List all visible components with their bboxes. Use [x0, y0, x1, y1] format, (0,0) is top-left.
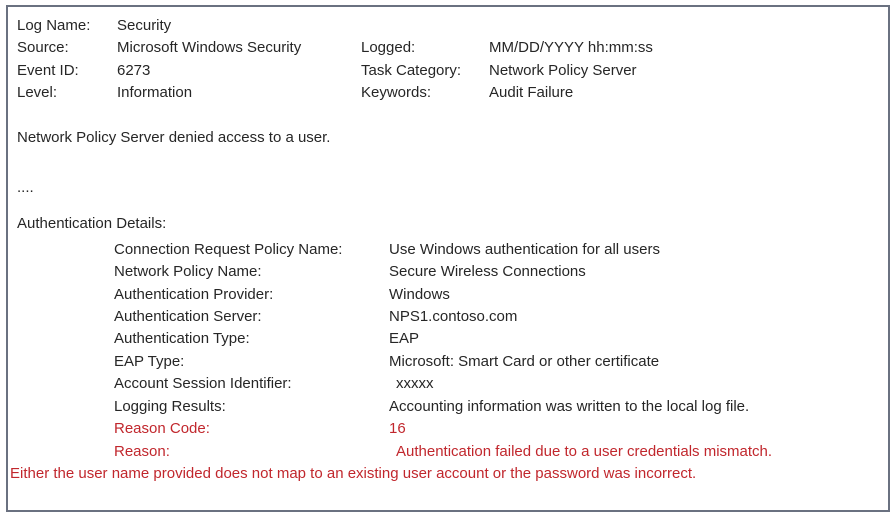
field-label: Reason Code: — [114, 420, 210, 438]
reason-code-row — [17, 418, 882, 440]
detail-row — [17, 284, 882, 306]
keywords-label: Keywords: — [361, 84, 432, 102]
field-value: Authentication failed due to a user credentials mismatch. — [396, 442, 773, 460]
detail-row — [17, 239, 882, 261]
detail-row — [17, 328, 882, 350]
field-value: Microsoft: Smart Card or other certificate — [389, 352, 660, 370]
log-name-value: Security — [117, 17, 172, 34]
event-header — [17, 15, 882, 105]
source-label: Source: — [17, 39, 69, 57]
event-description: Network Policy Server denied access to a user. — [17, 128, 331, 146]
keywords-value: Audit Failure — [489, 84, 574, 102]
field-value: Secure Wireless Connections — [389, 263, 586, 281]
level-label: Level: — [17, 84, 58, 102]
field-label: Network Policy Name: — [114, 263, 262, 281]
field-label: Reason: — [114, 442, 170, 460]
field-value: EAP — [389, 330, 420, 348]
logged-value: MM/DD/YYYY hh:mm:ss — [489, 39, 653, 57]
field-label: Authentication Type: — [114, 330, 250, 348]
task-category-value: Network Policy Server — [489, 61, 637, 79]
detail-row — [17, 373, 882, 395]
authentication-details-list — [17, 239, 882, 463]
authentication-details-heading: Authentication Details: — [17, 215, 167, 233]
logged-label: Logged: — [361, 39, 416, 57]
field-label: Authentication Provider: — [114, 285, 274, 303]
field-label: Account Session Identifier: — [114, 375, 292, 393]
level-value: Information — [117, 84, 193, 102]
field-label: Authentication Server: — [114, 308, 262, 326]
header-row — [17, 15, 882, 37]
header-row — [17, 82, 882, 104]
log-name-label: Log Name: — [17, 17, 91, 34]
field-value: 16 — [389, 420, 406, 438]
source-value: Microsoft Windows Security — [117, 39, 302, 57]
field-value: Accounting information was written to the local log file. — [389, 397, 750, 415]
task-category-label: Task Category: — [361, 61, 462, 79]
header-row — [17, 60, 882, 82]
event-id-value: 6273 — [117, 61, 151, 79]
event-id-label: Event ID: — [17, 61, 79, 79]
field-label: Logging Results: — [114, 397, 226, 415]
field-value: Use Windows authentication for all users — [389, 240, 660, 258]
detail-row — [17, 261, 882, 283]
field-value: Windows — [389, 285, 450, 303]
header-row — [17, 37, 882, 59]
field-value: xxxxx — [396, 375, 434, 393]
event-log-panel — [6, 5, 890, 512]
field-value: NPS1.contoso.com — [389, 308, 518, 326]
ellipsis-text: .... — [17, 179, 34, 197]
detail-row — [17, 351, 882, 373]
field-label: Connection Request Policy Name: — [114, 240, 343, 258]
detail-row — [17, 396, 882, 418]
detail-row — [17, 306, 882, 328]
reason-detail-text: Either the user name provided does not map to an existing user account or the password was incorrect. — [10, 464, 697, 482]
field-label: EAP Type: — [114, 352, 185, 370]
reason-row — [17, 441, 882, 463]
